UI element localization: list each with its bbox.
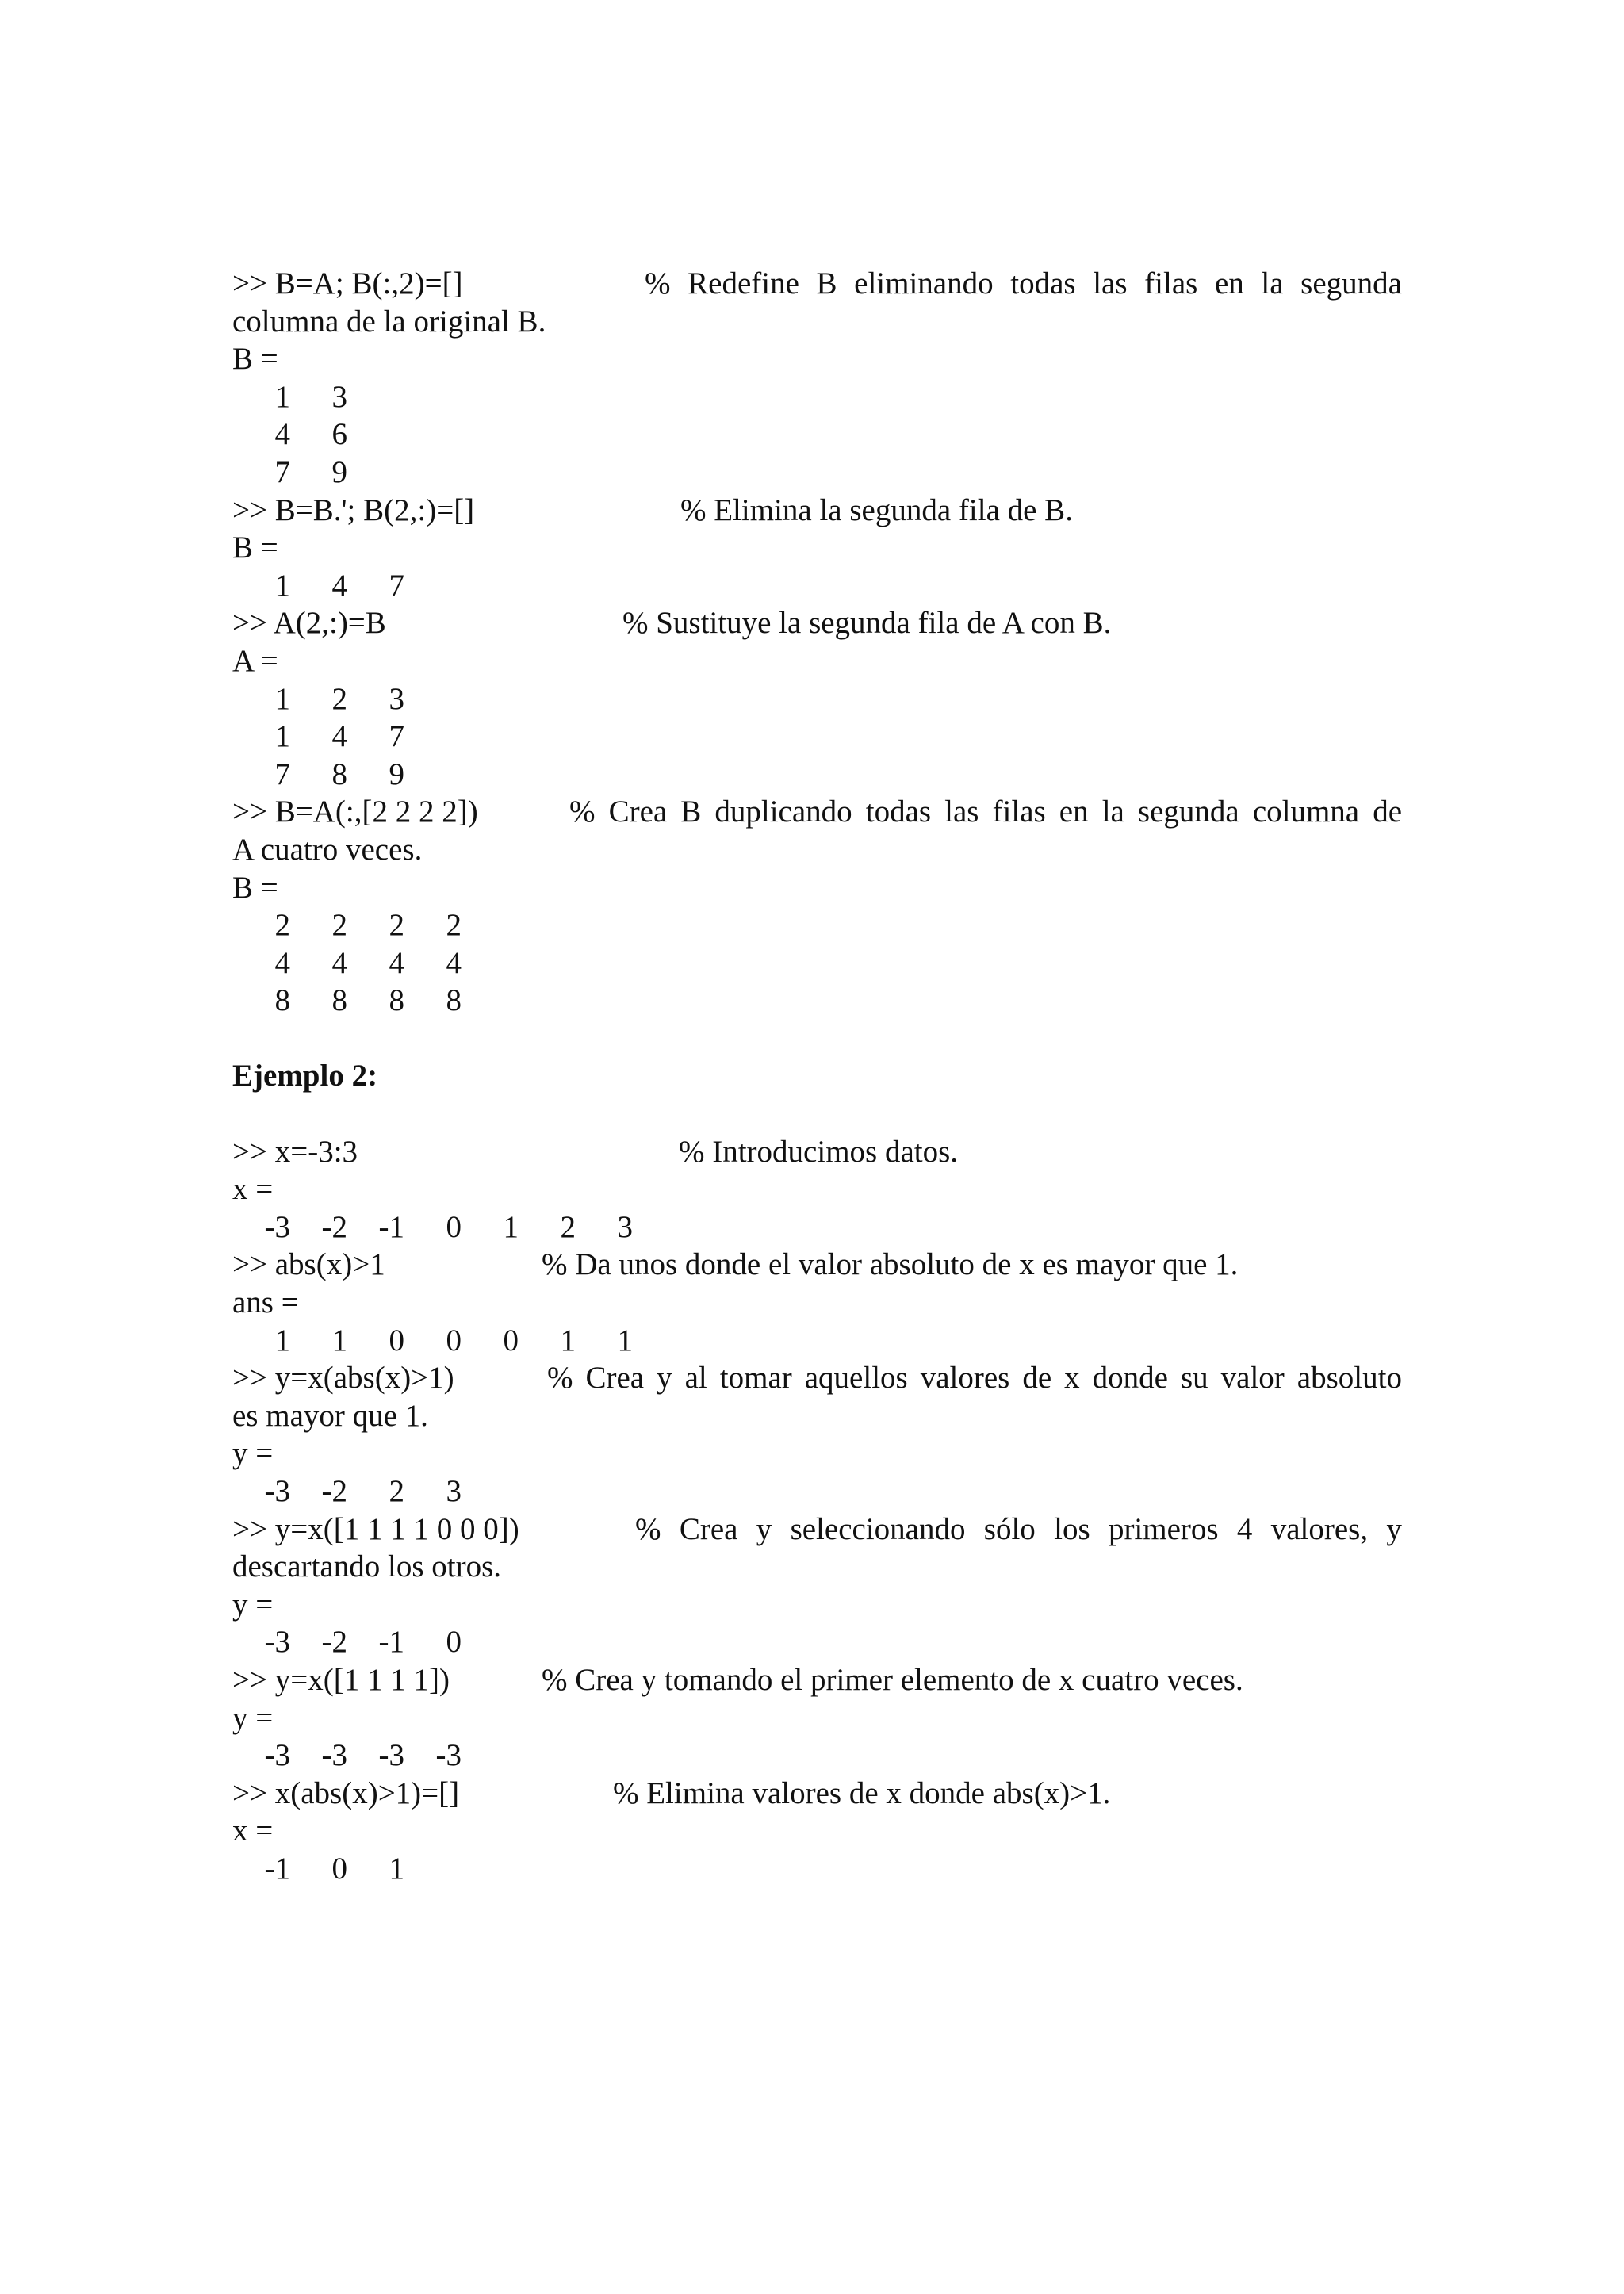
matrix-cell: 1: [503, 1209, 519, 1244]
comment-word: %: [635, 1511, 661, 1546]
matrix-cell: 1: [274, 379, 290, 414]
comment-word: Crea: [608, 795, 668, 829]
matrix-cell: 0: [446, 1625, 462, 1660]
matrix-cell: 3: [389, 681, 404, 716]
matrix-cell: 8: [331, 756, 347, 791]
variable-label: y =: [232, 1436, 274, 1471]
variable-label: y =: [232, 1587, 274, 1622]
matrix-row: [232, 567, 1402, 605]
comment-text: % Elimina la segunda fila de B.: [680, 492, 1073, 527]
matrix-cell: 1: [389, 1851, 404, 1886]
comment-word: las: [944, 795, 979, 829]
comment-word: y: [1386, 1511, 1402, 1546]
comment-word: donde: [1092, 1361, 1168, 1396]
comment-word: la: [1261, 266, 1284, 301]
matrix-row: [232, 1850, 1402, 1888]
comment-word: Crea: [585, 1361, 645, 1396]
matrix-cell: -3: [264, 1474, 290, 1508]
variable-label: B =: [232, 342, 278, 377]
matrix-cell: -1: [378, 1625, 404, 1660]
matrix-cell: 1: [274, 681, 290, 716]
matrix-cell: 3: [617, 1209, 633, 1244]
comment-text: [569, 793, 1402, 831]
matrix-cell: 0: [446, 1209, 462, 1244]
comment-word: valores,: [1270, 1511, 1369, 1546]
comment-text: % Sustituye la segunda fila de A con B.: [622, 606, 1112, 641]
matrix-cell: 2: [389, 1474, 404, 1508]
comment-text: [547, 1359, 1402, 1397]
comment-word: x: [1064, 1361, 1080, 1396]
matrix-cell: 8: [274, 983, 290, 1018]
matrix-cell: 3: [331, 379, 347, 414]
comment-word: segunda: [1137, 795, 1239, 829]
comment-word: valores: [920, 1361, 1010, 1396]
matrix-cell: 4: [274, 417, 290, 452]
command-line: [232, 1775, 1402, 1813]
variable-label: B =: [232, 870, 278, 905]
command-text: >> B=B.'; B(2,:)=[]: [232, 492, 475, 527]
comment-word: en: [1214, 266, 1244, 301]
variable-label: A =: [232, 643, 278, 678]
command-line: [232, 1133, 1402, 1171]
matrix-cell: 7: [389, 568, 404, 603]
comment-continuation: es mayor que 1.: [232, 1398, 428, 1433]
document-content: [232, 265, 1402, 1888]
command-text: >> y=x(abs(x)>1): [232, 1361, 454, 1396]
variable-label: x =: [232, 1172, 274, 1207]
matrix-cell: 1: [331, 1323, 347, 1358]
matrix-cell: 0: [446, 1323, 462, 1358]
matrix-cell: 9: [389, 756, 404, 791]
matrix-cell: 9: [331, 454, 347, 489]
comment-word: de: [1373, 795, 1402, 829]
matrix-row: [232, 1208, 1402, 1247]
command-text: >> x=-3:3: [232, 1134, 358, 1169]
matrix-row: [232, 454, 1402, 492]
matrix-cell: 1: [560, 1323, 576, 1358]
comment-word: y: [657, 1361, 672, 1396]
spacer: [232, 1020, 1402, 1058]
matrix-cell: 4: [331, 945, 347, 980]
comment-text: [645, 265, 1402, 303]
matrix-cell: 1: [274, 1323, 290, 1358]
command-line: [232, 265, 1402, 303]
command-text: >> y=x([1 1 1 1 0 0 0]): [232, 1511, 519, 1546]
command-text: >> B=A(:,[2 2 2 2]): [232, 795, 478, 829]
matrix-cell: 4: [389, 945, 404, 980]
matrix-cell: 2: [331, 681, 347, 716]
command-line: [232, 1359, 1402, 1397]
matrix-cell: 1: [617, 1323, 633, 1358]
comment-word: absoluto: [1297, 1361, 1402, 1396]
command-text: >> y=x([1 1 1 1]): [232, 1662, 450, 1697]
comment-continuation: columna de la original B.: [232, 304, 546, 339]
comment-word: en: [1059, 795, 1089, 829]
variable-label: ans =: [232, 1285, 299, 1320]
comment-word: primeros: [1108, 1511, 1219, 1546]
variable-label: x =: [232, 1813, 274, 1848]
matrix-cell: -2: [321, 1625, 347, 1660]
comment-word: la: [1101, 795, 1124, 829]
matrix-cell: 1: [274, 719, 290, 754]
comment-word: 4: [1236, 1511, 1253, 1546]
comment-word: sólo: [983, 1511, 1036, 1546]
matrix-cell: 1: [274, 568, 290, 603]
comment-word: B: [680, 795, 702, 829]
matrix-cell: -1: [264, 1851, 290, 1886]
comment-word: segunda: [1300, 266, 1402, 301]
matrix-cell: -3: [264, 1625, 290, 1660]
matrix-cell: 6: [331, 417, 347, 452]
comment-word: al: [684, 1361, 707, 1396]
variable-label: B =: [232, 530, 278, 565]
matrix-cell: 7: [389, 719, 404, 754]
matrix-cell: 4: [331, 568, 347, 603]
comment-word: las: [1093, 266, 1128, 301]
matrix-cell: -3: [435, 1738, 462, 1773]
spacer: [232, 1095, 1402, 1133]
matrix-cell: 7: [274, 756, 290, 791]
comment-word: duplicando: [714, 795, 852, 829]
section-heading: Ejemplo 2:: [232, 1059, 378, 1093]
matrix-cell: 2: [560, 1209, 576, 1244]
matrix-cell: 8: [389, 983, 404, 1018]
comment-word: valor: [1220, 1361, 1285, 1396]
matrix-row: [232, 680, 1402, 718]
comment-word: aquellos: [804, 1361, 908, 1396]
comment-text: % Da unos donde el valor absoluto de x es mayor que 1.: [542, 1247, 1239, 1282]
comment-word: filas: [992, 795, 1046, 829]
matrix-cell: -3: [264, 1209, 290, 1244]
variable-label: y =: [232, 1700, 274, 1735]
matrix-cell: 0: [331, 1851, 347, 1886]
matrix-row: [232, 416, 1402, 454]
command-line: [232, 1661, 1402, 1699]
comment-word: y: [756, 1511, 772, 1546]
command-text: >> B=A; B(:,2)=[]: [232, 266, 463, 301]
matrix-cell: 7: [274, 454, 290, 489]
matrix-cell: -3: [264, 1738, 290, 1773]
comment-word: todas: [1010, 266, 1076, 301]
matrix-cell: -3: [321, 1738, 347, 1773]
comment-continuation: A cuatro veces.: [232, 832, 423, 867]
matrix-row: [232, 1322, 1402, 1360]
matrix-cell: 4: [274, 945, 290, 980]
matrix-row: [232, 1737, 1402, 1775]
comment-text: % Crea y tomando el primer elemento de x cuatro veces.: [542, 1662, 1243, 1697]
matrix-cell: -2: [321, 1209, 347, 1244]
matrix-cell: -1: [378, 1209, 404, 1244]
comment-word: B: [816, 266, 837, 301]
command-line: [232, 1246, 1402, 1284]
matrix-row: [232, 1473, 1402, 1511]
matrix-cell: 0: [503, 1323, 519, 1358]
matrix-cell: 8: [446, 983, 462, 1018]
comment-word: %: [645, 266, 671, 301]
comment-continuation: descartando los otros.: [232, 1549, 502, 1584]
matrix-cell: 0: [389, 1323, 404, 1358]
comment-text: % Elimina valores de x donde abs(x)>1.: [613, 1775, 1111, 1810]
comment-text: % Introducimos datos.: [679, 1134, 959, 1169]
matrix-cell: 2: [331, 908, 347, 943]
comment-word: %: [547, 1361, 573, 1396]
comment-word: de: [1022, 1361, 1052, 1396]
matrix-row: [232, 718, 1402, 756]
command-line: [232, 1511, 1402, 1549]
matrix-cell: 4: [331, 719, 347, 754]
matrix-cell: 2: [389, 908, 404, 943]
matrix-cell: 4: [446, 945, 462, 980]
comment-word: eliminando: [854, 266, 994, 301]
comment-word: Redefine: [688, 266, 799, 301]
matrix-row: [232, 1623, 1402, 1661]
matrix-cell: -2: [321, 1474, 347, 1508]
matrix-cell: 2: [274, 908, 290, 943]
comment-word: su: [1180, 1361, 1208, 1396]
matrix-row: [232, 906, 1402, 944]
matrix-row: [232, 756, 1402, 794]
comment-word: filas: [1144, 266, 1198, 301]
command-line: [232, 793, 1402, 831]
comment-word: seleccionando: [790, 1511, 966, 1546]
command-line: [232, 492, 1402, 530]
command-text: >> x(abs(x)>1)=[]: [232, 1775, 460, 1810]
command-line: [232, 604, 1402, 642]
matrix-row: [232, 944, 1402, 982]
comment-text: [635, 1511, 1402, 1549]
matrix-cell: 8: [331, 983, 347, 1018]
comment-word: tomar: [719, 1361, 792, 1396]
matrix-cell: 2: [446, 908, 462, 943]
comment-word: Crea: [679, 1511, 738, 1546]
comment-word: %: [569, 795, 596, 829]
comment-word: los: [1054, 1511, 1090, 1546]
matrix-row: [232, 982, 1402, 1020]
comment-word: columna: [1252, 795, 1360, 829]
comment-word: todas: [865, 795, 932, 829]
matrix-cell: -3: [378, 1738, 404, 1773]
command-text: >> A(2,:)=B: [232, 606, 386, 641]
matrix-row: [232, 378, 1402, 416]
command-text: >> abs(x)>1: [232, 1247, 385, 1282]
matrix-cell: 3: [446, 1474, 462, 1508]
